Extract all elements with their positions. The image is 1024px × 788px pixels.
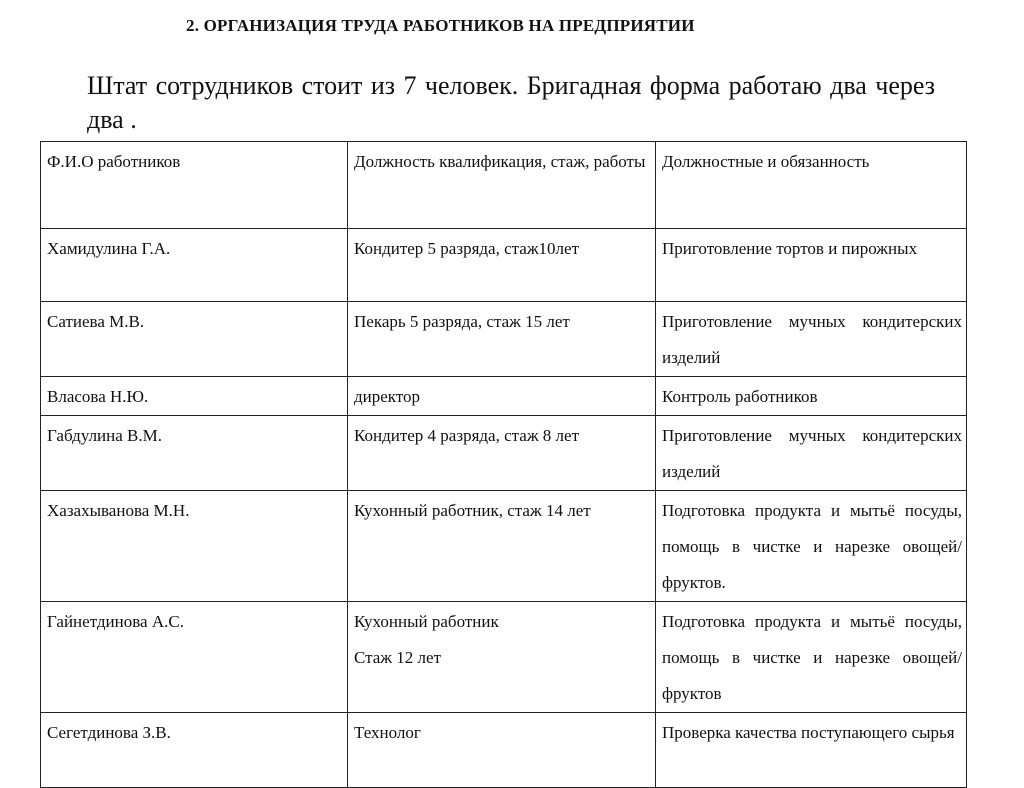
header-name: Ф.И.О работников — [41, 142, 348, 229]
employee-position: Технолог — [348, 713, 656, 788]
header-duties: Должностные и обязанность — [656, 142, 967, 229]
employee-name: Сегетдинова З.В. — [41, 713, 348, 788]
table-row — [41, 602, 967, 713]
employee-name: Сатиева М.В. — [41, 302, 348, 377]
employee-position: Кухонный работник, стаж 14 лет — [348, 491, 656, 602]
table-header-row — [41, 142, 967, 229]
table-row — [41, 491, 967, 602]
table-row — [41, 229, 967, 302]
employee-position: Пекарь 5 разряда, стаж 15 лет — [348, 302, 656, 377]
table-row — [41, 377, 967, 416]
employee-position: Кондитер 5 разряда, стаж10лет — [348, 229, 656, 302]
employee-duties: Подготовка продукта и мытьё посуды, помощь в чистке и нарезке овощей/фруктов — [656, 602, 967, 713]
table-row — [41, 416, 967, 491]
employee-duties: Подготовка продукта и мытьё посуды, помощь в чистке и нарезке овощей/фруктов. — [656, 491, 967, 602]
table-row — [41, 302, 967, 377]
header-position: Должность квалификация, стаж, работы — [348, 142, 656, 229]
employee-name: Хамидулина Г.А. — [41, 229, 348, 302]
employee-position: директор — [348, 377, 656, 416]
employee-duties: Контроль работников — [656, 377, 967, 416]
intro-paragraph: Штат сотрудников стоит из 7 человек. Бригадная форма работаю два через два . — [87, 71, 935, 134]
employee-name: Власова Н.Ю. — [41, 377, 348, 416]
staff-table — [40, 141, 967, 788]
employee-duties: Приготовление мучных кондитерских изделий — [656, 302, 967, 377]
employee-position: Кондитер 4 разряда, стаж 8 лет — [348, 416, 656, 491]
employee-duties: Приготовление тортов и пирожных — [656, 229, 967, 302]
document-heading: 2. ОРГАНИЗАЦИЯ ТРУДА РАБОТНИКОВ НА ПРЕДПРИЯТИИ — [186, 16, 695, 35]
table-row — [41, 713, 967, 788]
employee-duties: Приготовление мучных кондитерских изделий — [656, 416, 967, 491]
employee-duties: Проверка качества поступающего сырья — [656, 713, 967, 788]
employee-position: Кухонный работник Стаж 12 лет — [348, 602, 656, 713]
employee-name: Гайнетдинова А.С. — [41, 602, 348, 713]
employee-name: Габдулина В.М. — [41, 416, 348, 491]
employee-name: Хазахыванова М.Н. — [41, 491, 348, 602]
